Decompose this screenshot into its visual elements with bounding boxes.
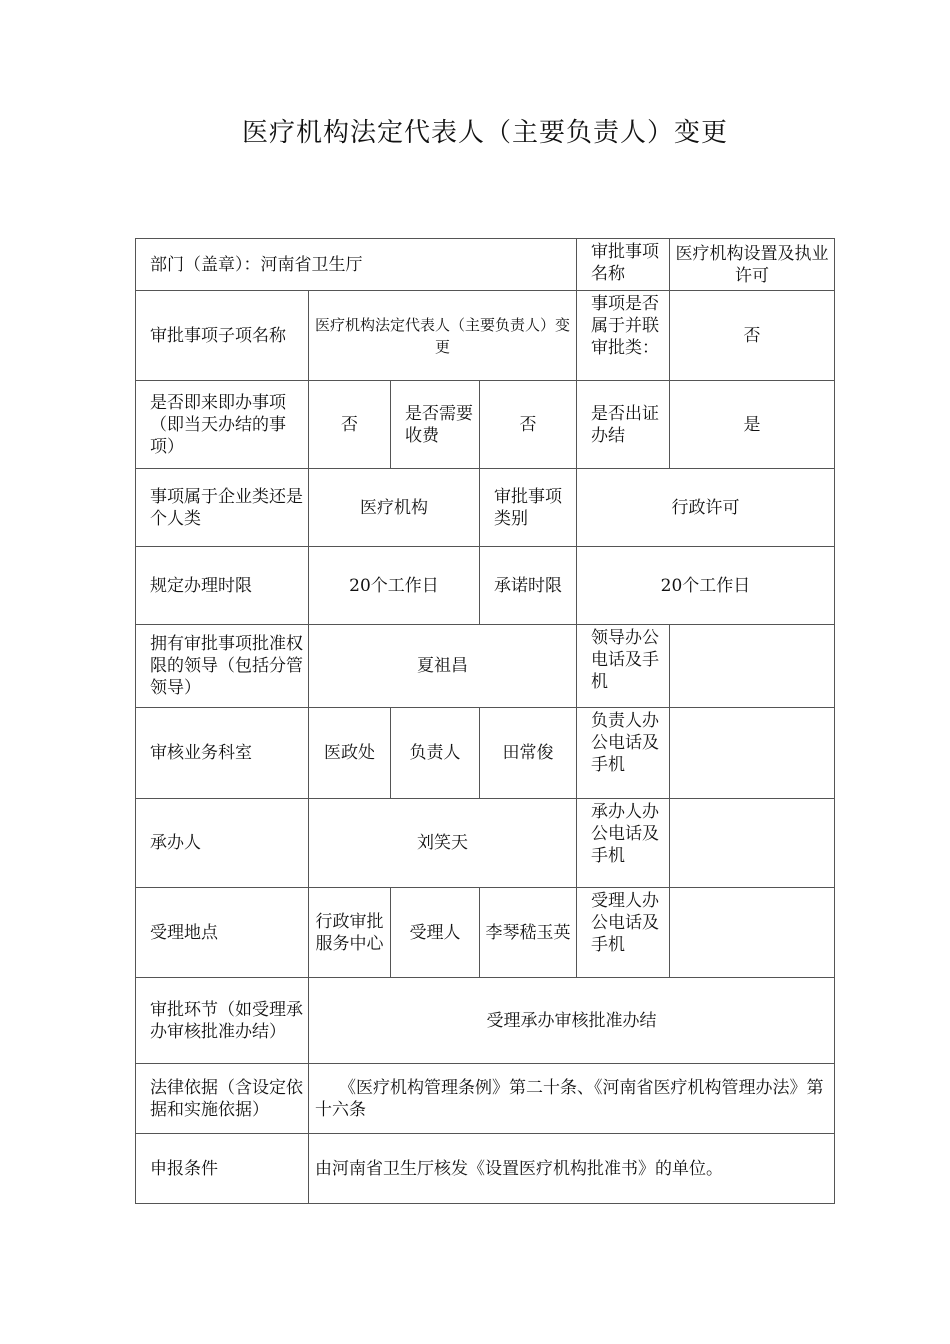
office-value: 医政处 [309,708,391,799]
table-row [136,708,835,799]
table-row [136,978,835,1064]
page-title: 医疗机构法定代表人（主要负责人）变更 [241,118,728,148]
category-label: 审批事项类别 [480,469,577,547]
office-label: 审核业务科室 [136,708,309,799]
approval-table [135,238,835,1204]
head-value: 田常俊 [480,708,577,799]
head-phone-value [670,708,835,799]
place-label: 受理地点 [136,888,309,978]
table-row [136,239,835,291]
receiver-label: 受理人 [391,888,480,978]
head-phone-label: 负责人办公电话及手机 [577,708,670,799]
category-value: 行政许可 [577,469,835,547]
law-value: 《医疗机构管理条例》第二十条、《河南省医疗机构管理办法》第十六条 [309,1064,835,1134]
handler-label: 承办人 [136,799,309,888]
type-label: 事项属于企业类还是个人类 [136,469,309,547]
table-row [136,625,835,708]
table-row [136,291,835,381]
receiver-phone-value [670,888,835,978]
step-value: 受理承办审核批准办结 [309,978,835,1064]
limit-label: 规定办理时限 [136,547,309,625]
promise-label: 承诺时限 [480,547,577,625]
instant-value: 否 [309,381,391,469]
table-row [136,1064,835,1134]
promise-value: 20个工作日 [577,547,835,625]
instant-label: 是否即来即办事项（即当天办结的事项） [136,381,309,469]
item-name-value: 医疗机构设置及执业许可 [670,239,835,291]
head-label: 负责人 [391,708,480,799]
cert-label: 是否出证办结 [577,381,670,469]
table-row [136,888,835,978]
condition-label: 申报条件 [136,1134,309,1204]
handler-phone-label: 承办人办公电话及手机 [577,799,670,888]
condition-value: 由河南省卫生厅核发《设置医疗机构批准书》的单位。 [309,1134,835,1204]
table-row [136,469,835,547]
sub-item-value: 医疗机构法定代表人（主要负责人）变更 [309,291,577,381]
fee-value: 否 [480,381,577,469]
leader-phone-value [670,625,835,708]
handler-phone-value [670,799,835,888]
item-name-label: 审批事项名称 [577,239,670,291]
place-value: 行政审批服务中心 [309,888,391,978]
receiver-value: 李琴嵇玉英 [480,888,577,978]
sub-item-label: 审批事项子项名称 [136,291,309,381]
table-row [136,1134,835,1204]
table-row [136,547,835,625]
law-label: 法律依据（含设定依据和实施依据） [136,1064,309,1134]
dept-cell: 部门（盖章）：河南省卫生厅 [136,239,577,291]
leader-value: 夏祖昌 [309,625,577,708]
step-label: 审批环节（如受理承办审核批准办结） [136,978,309,1064]
handler-value: 刘笑天 [309,799,577,888]
table-row [136,799,835,888]
limit-value: 20个工作日 [309,547,480,625]
cert-value: 是 [670,381,835,469]
type-value: 医疗机构 [309,469,480,547]
table-row [136,381,835,469]
parallel-label: 事项是否属于并联审批类： [577,291,670,381]
receiver-phone-label: 受理人办公电话及手机 [577,888,670,978]
leader-phone-label: 领导办公电话及手机 [577,625,670,708]
fee-label: 是否需要收费 [391,381,480,469]
parallel-value: 否 [670,291,835,381]
leader-label: 拥有审批事项批准权限的领导（包括分管领导） [136,625,309,708]
